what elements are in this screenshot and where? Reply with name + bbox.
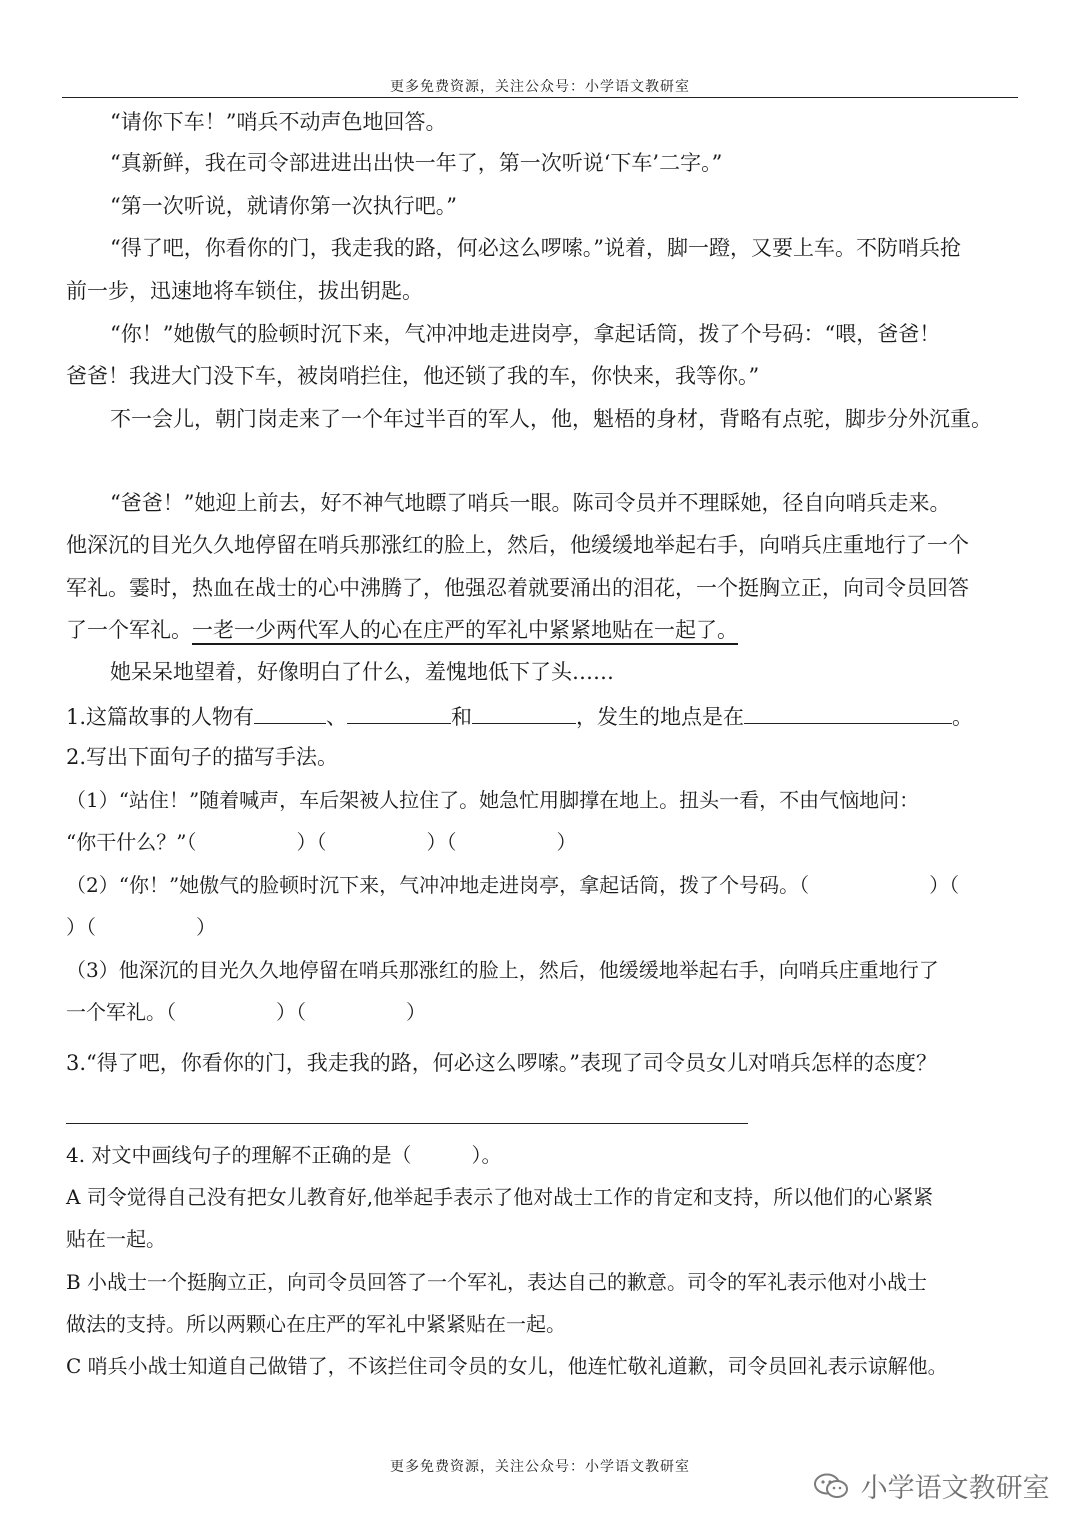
answer-blank-character-1[interactable] — [254, 705, 326, 724]
story-paragraph-7-line-3: 军礼。霎时，热血在战士的心中沸腾了，他强忍着就要涌出的泪花，一个挺胸立正，向司令员回答 — [66, 576, 969, 600]
question-1-text-b: 、 — [326, 705, 348, 729]
option-c: C 哨兵小战士知道自己做错了，不该拦住司令员的女儿，他连忙敬礼道歉，司令员回礼表示谅解他。 — [66, 1354, 948, 1378]
story-paragraph-5-line-2: 爸爸！我进大门没下车，被岗哨拦住，他还锁了我的车，你快来，我等你。” — [66, 364, 760, 388]
question-2-3-line-2: 一个军礼。（ ）（ ） — [66, 1000, 426, 1024]
watermark — [812, 1466, 1050, 1505]
option-a-line-2: 贴在一起。 — [66, 1227, 166, 1251]
story-paragraph-7-line-1: “爸爸！”她迎上前去，好不神气地瞟了哨兵一眼。陈司令员并不理睬她，径自向哨兵走来。 — [110, 491, 951, 515]
question-1-text-e: 。 — [952, 705, 974, 729]
page-header: 更多免费资源，关注公众号：小学语文教研室 — [390, 79, 690, 95]
story-paragraph-5-line-1: “你！”她傲气的脸顿时沉下来，气冲冲地走进岗亭，拿起话筒，拨了个号码：“喂，爸爸！ — [110, 322, 941, 346]
question-2-1-line-1: （1）“站住！”随着喊声，车后架被人拉住了。她急忙用脚撑在地上。扭头一看，不由气恼地问： — [66, 788, 920, 812]
story-paragraph-7-line-2: 他深沉的目光久久地停留在哨兵那涨红的脸上，然后，他缓缓地举起右手，向哨兵庄重地行了一个 — [66, 533, 969, 557]
story-paragraph-4-line-1: “得了吧，你看你的门，我走我的路，何必这么啰嗦。”说着，脚一蹬，又要上车。不防哨兵抢 — [110, 236, 961, 260]
story-plain-text: 了一个军礼。 — [66, 618, 192, 642]
question-4: 4. 对文中画线句子的理解不正确的是（ ）。 — [66, 1143, 502, 1167]
question-2-1-line-2: “你干什么？”（ ）（ ）（ ） — [66, 830, 577, 854]
answer-blank-location[interactable] — [744, 705, 952, 724]
option-a-line-1: A 司令觉得自己没有把女儿教育好,他举起手表示了他对战士工作的肯定和支持，所以他们的心紧紧 — [66, 1185, 934, 1209]
question-1-text-c: 和 — [451, 705, 473, 729]
answer-blank-character-3[interactable] — [472, 705, 576, 724]
question-1-text-a: 1.这篇故事的人物有 — [66, 705, 255, 729]
answer-blank-character-2[interactable] — [347, 705, 451, 724]
question-2-3-line-1: （3）他深沉的目光久久地停留在哨兵那涨红的脸上，然后，他缓缓地举起右手，向哨兵庄重地行了 — [66, 958, 939, 982]
question-1-text-d: ，发生的地点是在 — [576, 705, 745, 729]
answer-line-question-3[interactable] — [66, 1123, 748, 1124]
story-paragraph-3: “第一次听说，就请你第一次执行吧。” — [110, 194, 457, 218]
option-b-line-1: B 小战士一个挺胸立正，向司令员回答了一个军礼，表达自己的歉意。司令的军礼表示他对小战士 — [66, 1270, 928, 1294]
option-b-line-2: 做法的支持。所以两颗心在庄严的军礼中紧紧贴在一起。 — [66, 1312, 566, 1336]
story-paragraph-7-line-4 — [66, 620, 738, 641]
story-paragraph-2: “真新鲜，我在司令部进进出出快一年了，第一次听说‘下车’二字。” — [110, 151, 723, 175]
wechat-icon — [812, 1471, 852, 1501]
page-footer: 更多免费资源，关注公众号：小学语文教研室 — [390, 1459, 690, 1475]
question-2-2-line-1: （2）“你！”她傲气的脸顿时沉下来，气冲冲地走进岗亭，拿起话筒，拨了个号码。（ ）（ — [66, 873, 960, 897]
question-2-2-line-2: ）（ ） — [66, 915, 216, 939]
story-paragraph-6: 不一会儿，朝门岗走来了一个年过半百的军人，他，魁梧的身材，背略有点驼，脚步分外沉重。 — [110, 407, 992, 431]
question-3: 3.“得了吧，你看你的门，我走我的路，何必这么啰嗦。”表现了司令员女儿对哨兵怎样的态度？ — [66, 1051, 938, 1075]
story-paragraph-8: 她呆呆地望着，好像明白了什么，羞愧地低下了头…… — [110, 660, 614, 684]
watermark-text: 小学语文教研室 — [860, 1473, 1050, 1504]
story-paragraph-4-line-2: 前一步，迅速地将车锁住，拔出钥匙。 — [66, 279, 423, 303]
question-1 — [66, 705, 973, 728]
underlined-sentence: 一老一少两代军人的心在庄严的军礼中紧紧地贴在一起了。 — [192, 618, 738, 642]
header-divider — [62, 97, 1018, 98]
story-paragraph-1: “请你下车！”哨兵不动声色地回答。 — [110, 110, 447, 134]
question-2: 2.写出下面句子的描写手法。 — [66, 745, 339, 769]
